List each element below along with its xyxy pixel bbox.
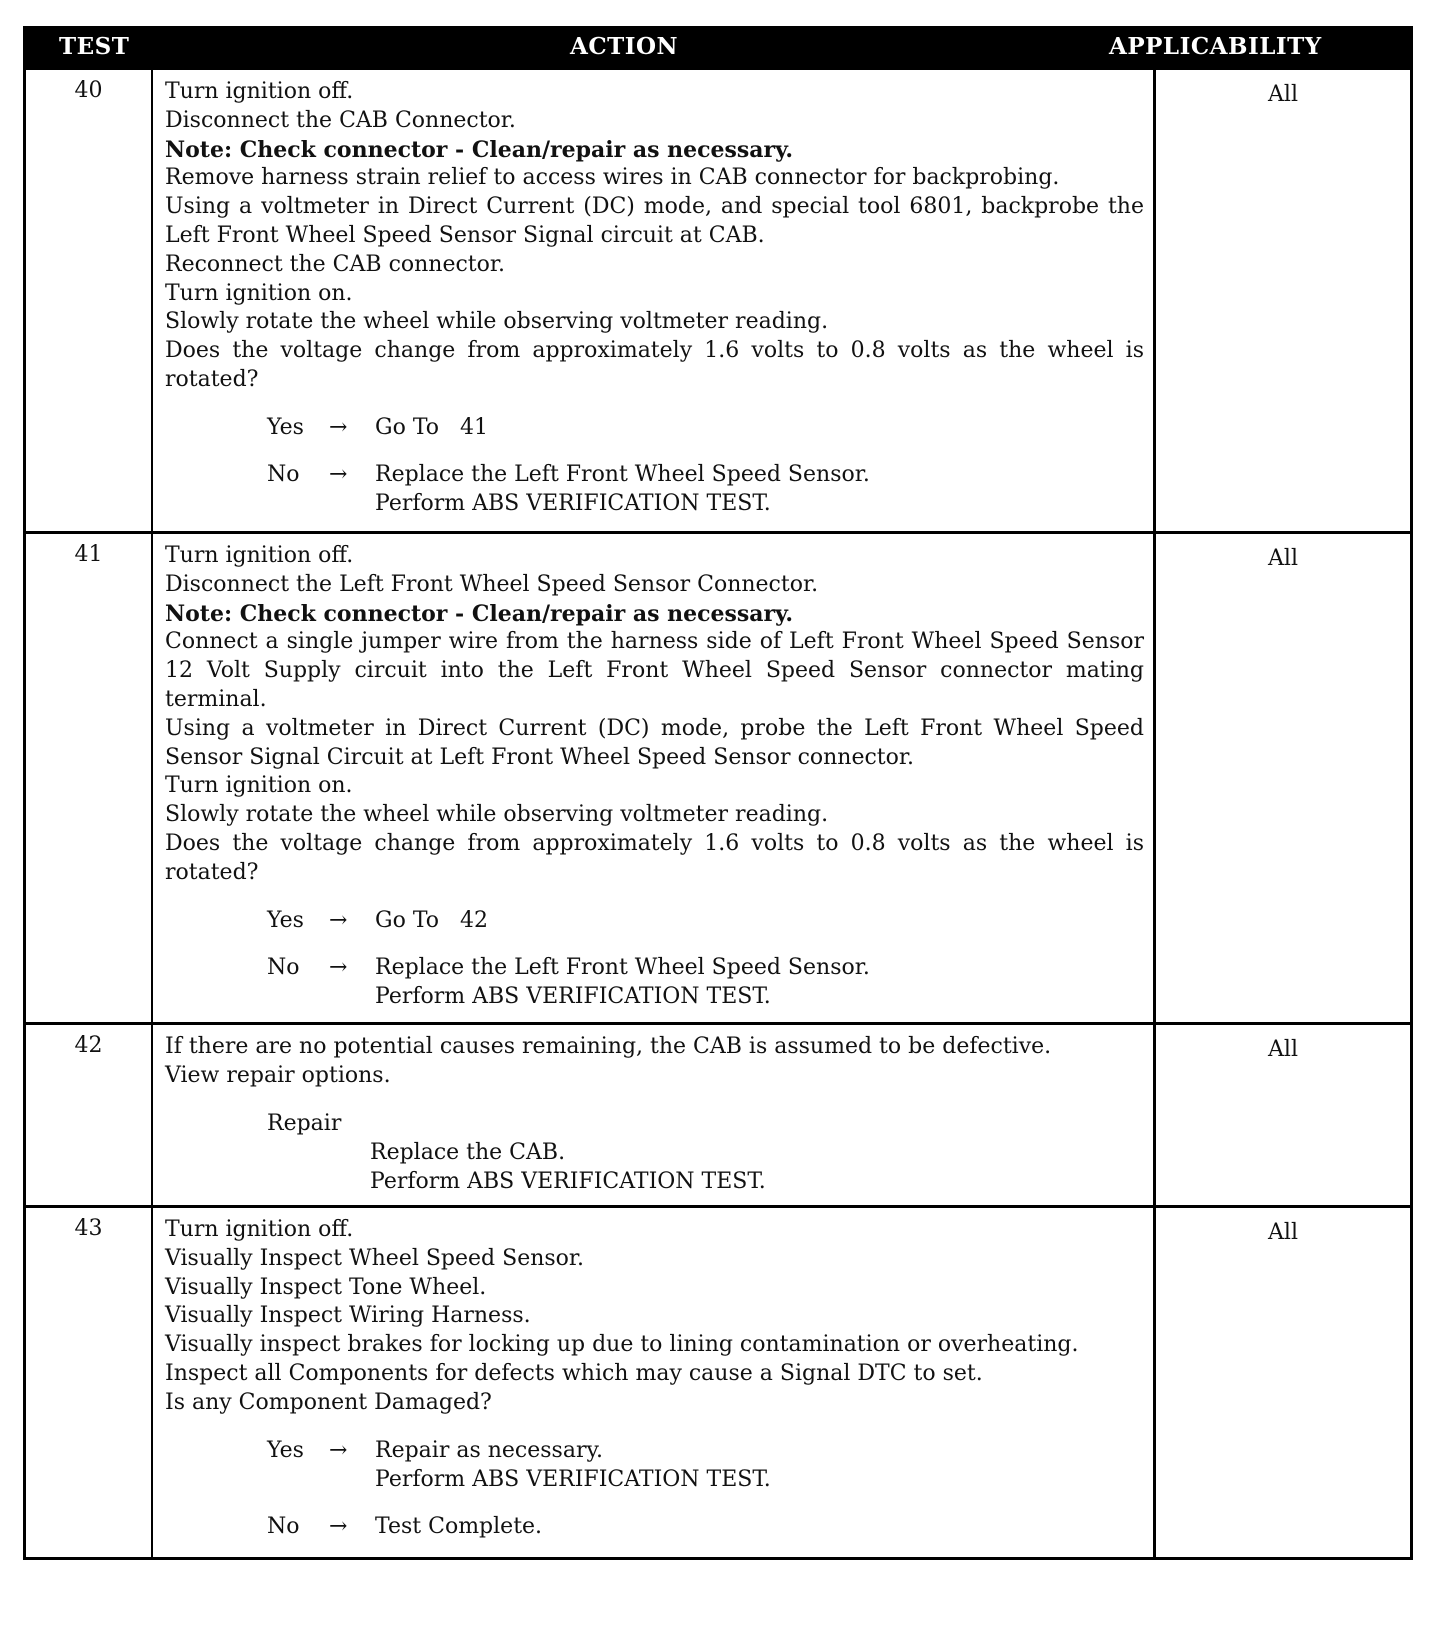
yes-response [165,906,1144,935]
action-line: Visually inspect brakes for locking up due to lining contamination or overheating. [165,1332,1079,1358]
action-line: Remove harness strain relief to access wires in CAB connector for backprobing. [165,165,1060,191]
no-label: No [267,461,300,487]
diagnostic-table [23,26,1413,1560]
yes-label: Yes [267,1437,304,1463]
action-line: If there are no potential causes remaining, the CAB is assumed to be defective. [165,1034,1052,1059]
no-response [165,953,1144,982]
yes-response [165,1436,1144,1465]
action-line: Visually Inspect Wiring Harness. [165,1303,531,1329]
no-text-2: Perform ABS VERIFICATION TEST. [375,490,771,516]
table-row [26,1205,1410,1557]
applicability: All [1153,70,1410,531]
action-line: Connect a single jumper wire from the harness side of Left Front Wheel Speed Sensor 12 Volt Supply circuit into the Left Front Wheel Speed Sensor connector mating terminal. [165,629,1144,712]
arrow-icon: → [329,954,348,980]
repair-text-2: Perform ABS VERIFICATION TEST. [370,1168,766,1194]
repair-label: Repair [267,1110,342,1136]
action-line: Turn ignition on. [165,773,353,799]
test-number: 41 [26,534,153,1022]
no-label: No [267,954,300,980]
arrow-icon: → [329,461,348,487]
action-question: Is any Component Damaged? [165,1389,492,1415]
action-line: Slowly rotate the wheel while observing voltmeter reading. [165,309,829,335]
action-line: Inspect all Components for defects which may cause a Signal DTC to set. [165,1360,983,1386]
yes-response [165,413,1144,442]
no-text: Replace the Left Front Wheel Speed Sensor. [375,461,870,487]
yes-text: Repair as necessary. [375,1437,603,1463]
no-text: Replace the Left Front Wheel Speed Sensor. [375,954,870,980]
arrow-icon: → [329,1437,348,1463]
action-cell [155,1208,1150,1557]
action-line: Turn ignition off. [165,543,354,568]
yes-text: Go To 42 [375,907,488,933]
action-line: Disconnect the CAB Connector. [165,107,516,133]
arrow-icon: → [329,414,348,440]
table-header [26,29,1410,67]
test-number: 43 [26,1208,153,1557]
table-row [26,531,1410,1022]
action-line: Turn ignition off. [165,1217,354,1242]
action-note: Note: Check connector - Clean/repair as necessary. [165,600,794,627]
header-test: TEST [59,33,130,60]
yes-label: Yes [267,907,304,933]
applicability: All [1153,1025,1410,1205]
action-note: Note: Check connector - Clean/repair as necessary. [165,136,794,163]
table-row [26,67,1410,531]
yes-text: Go To 41 [375,414,488,440]
header-action: ACTION [570,33,679,60]
action-line: View repair options. [165,1062,391,1088]
arrow-icon: → [329,907,348,933]
action-question: Does the voltage change from approximately 1.6 volts to 0.8 volts as the wheel is rotated? [165,338,1144,392]
action-line: Reconnect the CAB connector. [165,251,505,277]
table-row [26,1022,1410,1205]
action-question: Does the voltage change from approximately 1.6 volts to 0.8 volts as the wheel is rotated? [165,830,1144,885]
arrow-icon: → [329,1513,348,1539]
applicability: All [1153,1208,1410,1557]
action-cell [155,70,1150,531]
action-line: Disconnect the Left Front Wheel Speed Sensor Connector. [165,571,819,597]
no-text-2: Perform ABS VERIFICATION TEST. [375,983,771,1009]
action-line: Visually Inspect Tone Wheel. [165,1274,487,1300]
action-line: Using a voltmeter in Direct Current (DC) mode, probe the Left Front Wheel Speed Sensor Signal Circuit at Left Front Wheel Speed Sensor connector. [165,715,1144,770]
yes-text-2: Perform ABS VERIFICATION TEST. [375,1466,771,1492]
action-line: Using a voltmeter in Direct Current (DC) mode, and special tool 6801, backprobe the Left Front Wheel Speed Sensor Signal circuit at CAB. [165,194,1144,248]
action-cell [155,534,1150,1022]
yes-label: Yes [267,414,304,440]
test-number: 42 [26,1025,153,1205]
action-cell [155,1025,1150,1205]
action-line: Visually Inspect Wheel Speed Sensor. [165,1245,585,1271]
no-text: Test Complete. [375,1513,543,1539]
action-line: Slowly rotate the wheel while observing voltmeter reading. [165,802,829,828]
test-number: 40 [26,70,153,531]
repair-text: Replace the CAB. [370,1139,566,1165]
no-response [165,1512,1144,1541]
applicability: All [1153,534,1410,1022]
no-response [165,460,1144,489]
header-applicability: APPLICABILITY [1109,33,1322,60]
action-line: Turn ignition on. [165,280,353,306]
action-line: Turn ignition off. [165,79,354,104]
no-label: No [267,1513,300,1539]
